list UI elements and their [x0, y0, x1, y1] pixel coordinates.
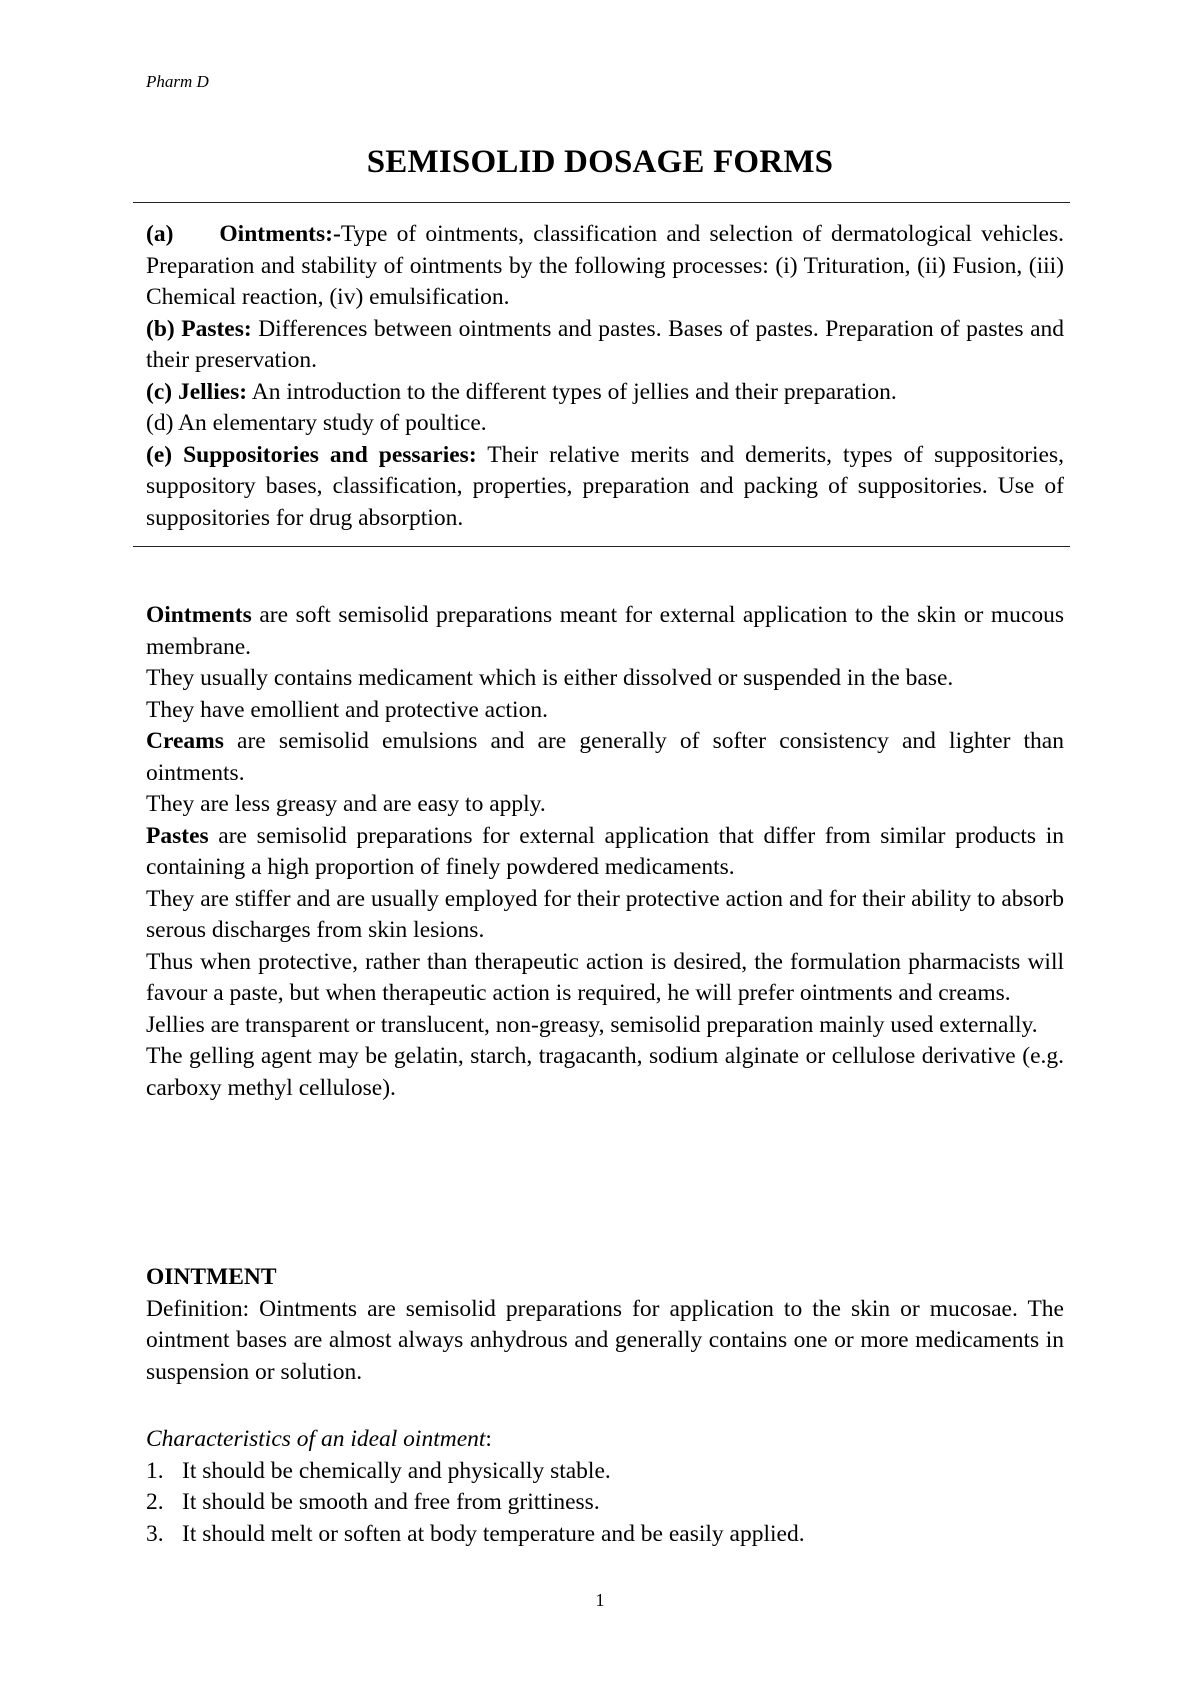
list-item-number: 2. — [146, 1489, 164, 1515]
syllabus-term-a: Ointments:- — [219, 221, 341, 247]
syllabus-term-e: Suppositories and pessaries: — [183, 441, 477, 468]
pastes-text: are semisolid preparations for external application that differ from similar products in containing a high proportion of finely powdered medicaments. — [146, 822, 1064, 880]
page-title: SEMISOLID DOSAGE FORMS — [366, 144, 834, 180]
pastes-paragraph — [146, 821, 1064, 884]
bottom-divider — [133, 546, 1070, 547]
characteristics-section — [146, 1424, 1064, 1550]
ointment-heading: OINTMENT — [146, 1264, 277, 1290]
creams-paragraph — [146, 726, 1064, 789]
running-header: Pharm D — [146, 72, 209, 91]
syllabus-item-b — [146, 314, 1064, 377]
jellies-paragraph: Jellies are transparent or translucent, non-greasy, semisolid preparation mainly used externally. — [146, 1011, 1038, 1038]
list-item-text: It should be chemically and physically stable. — [182, 1457, 611, 1484]
creams-term: Creams — [146, 728, 224, 754]
ointments-text: are soft semisolid preparations meant for external application to the skin or mucous membrane. — [146, 602, 1064, 660]
ointment-section — [146, 1262, 1064, 1388]
syllabus-text-b: Differences between ointments and pastes. Bases of pastes. Preparation of pastes and their preservation. — [146, 315, 1064, 373]
ointments-paragraph — [146, 600, 1064, 663]
intro-section — [146, 600, 1064, 1104]
syllabus-text-c: An introduction to the different types of jellies and their preparation. — [247, 378, 897, 405]
syllabus-item-c — [146, 377, 1064, 409]
characteristics-colon: : — [485, 1426, 492, 1452]
page-number: 1 — [595, 1590, 605, 1610]
ointments-paragraph-2: They usually contains medicament which is either dissolved or suspended in the base. — [146, 665, 954, 691]
syllabus-marker-c: (c) — [146, 378, 173, 405]
syllabus-item-d: (d) An elementary study of poultice. — [146, 410, 487, 436]
characteristics-list — [146, 1456, 1064, 1551]
pastes-paragraph-3: Thus when protective, rather than therapeutic action is desired, the formulation pharmacists will favour a paste, but when therapeutic action is required, he will prefer ointments and creams. — [146, 948, 1064, 1006]
characteristics-heading: Characteristics of an ideal ointment — [146, 1426, 486, 1452]
ointment-definition: Definition: Ointments are semisolid preparations for application to the skin or mucosae. The ointment bases are almost always anhydrous and generally contains one or more medicaments in suspension or solution. — [146, 1295, 1064, 1385]
syllabus-text-e: Their relative merits and demerits, types of suppositories, suppository bases, classification, properties, preparation and packing of suppositories. Use of suppositories for drug absorption. — [146, 441, 1064, 531]
syllabus-term-b: Pastes: — [181, 315, 252, 342]
list-item-number: 1. — [146, 1457, 164, 1484]
creams-paragraph-2: They are less greasy and are easy to apply. — [146, 791, 546, 817]
creams-text: are semisolid emulsions and are generally of softer consistency and lighter than ointments. — [146, 728, 1064, 786]
syllabus-term-c: Jellies: — [177, 378, 248, 405]
jellies-paragraph-2: The gelling agent may be gelatin, starch, tragacanth, sodium alginate or cellulose derivative (e.g. carboxy methyl cellulose). — [146, 1043, 1064, 1101]
top-divider — [133, 202, 1070, 203]
syllabus-box — [146, 219, 1064, 534]
list-item-number: 3. — [146, 1520, 164, 1547]
syllabus-text-a: Type of ointments, classification and selection of dermatological vehicles. Preparation and stability of ointments by the following processes: (i) Trituration, (ii) Fusion, (iii) Chemical reaction, (iv) emulsification. — [146, 221, 1065, 310]
list-item — [146, 1456, 1064, 1488]
syllabus-marker-a: (a) — [146, 221, 174, 247]
syllabus-item-a — [146, 219, 1064, 314]
ointments-term: Ointments — [146, 602, 252, 628]
pastes-term: Pastes — [146, 822, 209, 849]
syllabus-item-e — [146, 440, 1064, 535]
list-item-text: It should be smooth and free from grittiness. — [182, 1489, 600, 1515]
characteristics-heading-line — [146, 1424, 1064, 1456]
ointments-paragraph-3: They have emollient and protective action. — [146, 696, 548, 723]
syllabus-marker-b: (b) — [146, 315, 175, 342]
syllabus-marker-e: (e) — [146, 441, 173, 468]
list-item — [146, 1519, 1064, 1551]
list-item-text: It should melt or soften at body temperature and be easily applied. — [182, 1520, 805, 1547]
pastes-paragraph-2: They are stiffer and are usually employed for their protective action and for their ability to absorb serous discharges from skin lesions. — [146, 885, 1064, 943]
list-item — [146, 1487, 1064, 1519]
